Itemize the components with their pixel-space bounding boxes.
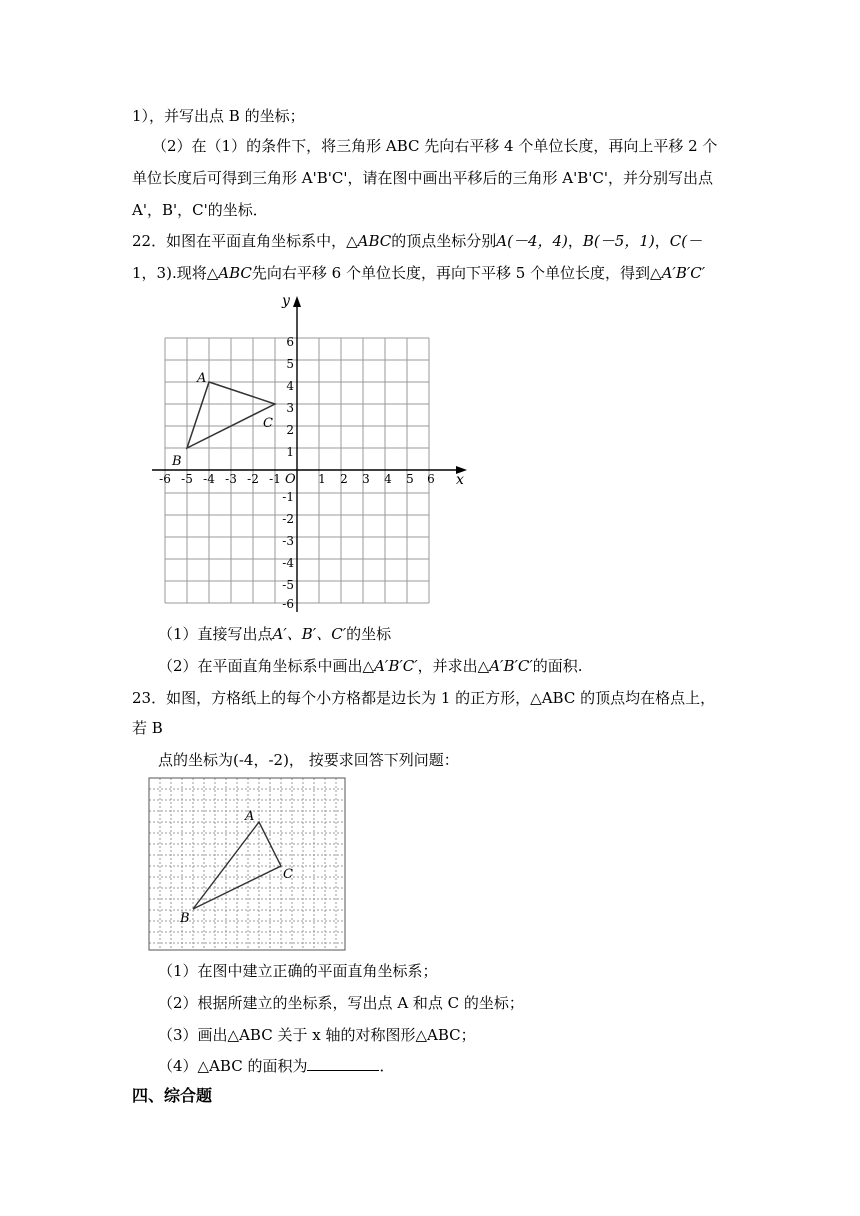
q22-math: A′B′C′ — [374, 657, 418, 675]
q22-text: 的顶点坐标分别 — [391, 232, 497, 250]
q23-sub-3: （3）画出△ABC 关于 x 轴的对称图形△ABC； — [158, 1026, 476, 1044]
y-tick-label: 1 — [286, 445, 294, 459]
q22-text: 先向右平移 6 个单位长度，再向下平移 5 个单位长度，得到△ — [251, 264, 662, 282]
q22-text: （1）直接写出点 — [158, 625, 273, 643]
x-tick-label: -5 — [181, 472, 193, 486]
q23-sub-2: （2）根据所建立的坐标系，写出点 A 和点 C 的坐标； — [158, 994, 524, 1012]
y-tick-label: 3 — [286, 401, 294, 415]
q23-sub-4 — [158, 1056, 394, 1076]
q23-text: ． — [379, 1057, 395, 1075]
x-tick-label: -6 — [159, 472, 171, 486]
x-tick-label: -2 — [247, 472, 259, 486]
x-tick-label: -1 — [269, 472, 281, 486]
q23-stem-line-2: 若 B — [132, 719, 163, 737]
q23-sub-1: （1）在图中建立正确的平面直角坐标系； — [158, 962, 438, 980]
q22-math: A′、B′、C′ — [272, 625, 347, 643]
y-tick-label: -6 — [282, 597, 294, 611]
text-line-2: （2）在（1）的条件下，将三角形 ABC 先向右平移 4 个单位长度，再向上平移 2 个 — [152, 137, 718, 155]
q22-text: 1，3) — [132, 264, 172, 282]
q22-math: C(－ — [669, 232, 703, 250]
answer-blank[interactable] — [307, 1056, 379, 1071]
y-tick-label: 5 — [286, 357, 294, 371]
text-line-1: 1），并写出点 B 的坐标； — [132, 107, 305, 125]
text-line-3: 单位长度后可得到三角形 A'B'C'，请在图中画出平移后的三角形 A'B'C'，并分别写出点 — [132, 169, 713, 187]
q22-math: ABC — [357, 232, 392, 250]
x-tick-label: 2 — [340, 472, 348, 486]
q22-math: A′B′C′ — [489, 657, 533, 675]
q23-stem-line-1: 23．如图，方格纸上的每个小方格都是边长为 1 的正方形，△ABC 的顶点均在格点上， — [132, 689, 716, 707]
x-tick-label: -4 — [203, 472, 215, 486]
q22-text: 的坐标 — [346, 625, 392, 643]
q23-stem-line-3: 点的坐标为(-4，-2)， 按要求回答下列问题： — [158, 751, 459, 769]
y-axis-label: y — [282, 293, 290, 309]
y-tick-label: 4 — [286, 379, 294, 393]
y-tick-label: -2 — [282, 512, 294, 526]
x-tick-label: 4 — [384, 472, 392, 486]
q23-text: （4）△ABC 的面积为 — [158, 1057, 308, 1075]
q22-text: .现将△ — [171, 264, 219, 282]
y-tick-label: -3 — [282, 534, 294, 548]
text-line-4: A'，B'，C'的坐标． — [132, 201, 268, 219]
x-tick-label: -3 — [225, 472, 237, 486]
q22-text: （2）在平面直角坐标系中画出△ — [158, 657, 375, 675]
q22-math: ABC — [218, 264, 252, 282]
q22-text: 的面积. — [532, 657, 583, 675]
x-tick-label: 5 — [406, 472, 414, 486]
vertex-label-b: B — [172, 454, 182, 469]
q22-text: 22．如图在平面直角坐标系中，△ — [132, 232, 358, 250]
q22-math: B(－5，1) — [582, 232, 655, 250]
y-tick-label: -4 — [282, 556, 294, 570]
x-tick-label: 6 — [427, 472, 435, 486]
vertex-label-c: C — [263, 416, 273, 431]
x-tick-label: 3 — [362, 472, 370, 486]
vertex-label-b: B — [180, 911, 190, 926]
x-axis-label: x — [456, 472, 464, 488]
section-heading: 四、综合题 — [132, 1086, 213, 1105]
y-tick-label: -5 — [282, 578, 294, 592]
vertex-label-a: A — [197, 371, 207, 386]
vertex-label-c: C — [283, 867, 293, 882]
grid-border — [149, 778, 345, 950]
x-tick-label: 1 — [318, 472, 326, 486]
q22-text: ，并求出△ — [417, 657, 490, 675]
origin-label: O — [285, 472, 296, 487]
vertex-label-a: A — [245, 809, 255, 824]
q22-text: ， — [654, 232, 670, 250]
q22-math: A′B′C′ — [661, 264, 706, 282]
y-tick-label: 6 — [286, 335, 294, 349]
q22-text: ， — [567, 232, 583, 250]
y-tick-label: 2 — [286, 423, 294, 437]
q22-math: A(－4，4) — [496, 232, 568, 250]
y-tick-label: -1 — [282, 490, 294, 504]
